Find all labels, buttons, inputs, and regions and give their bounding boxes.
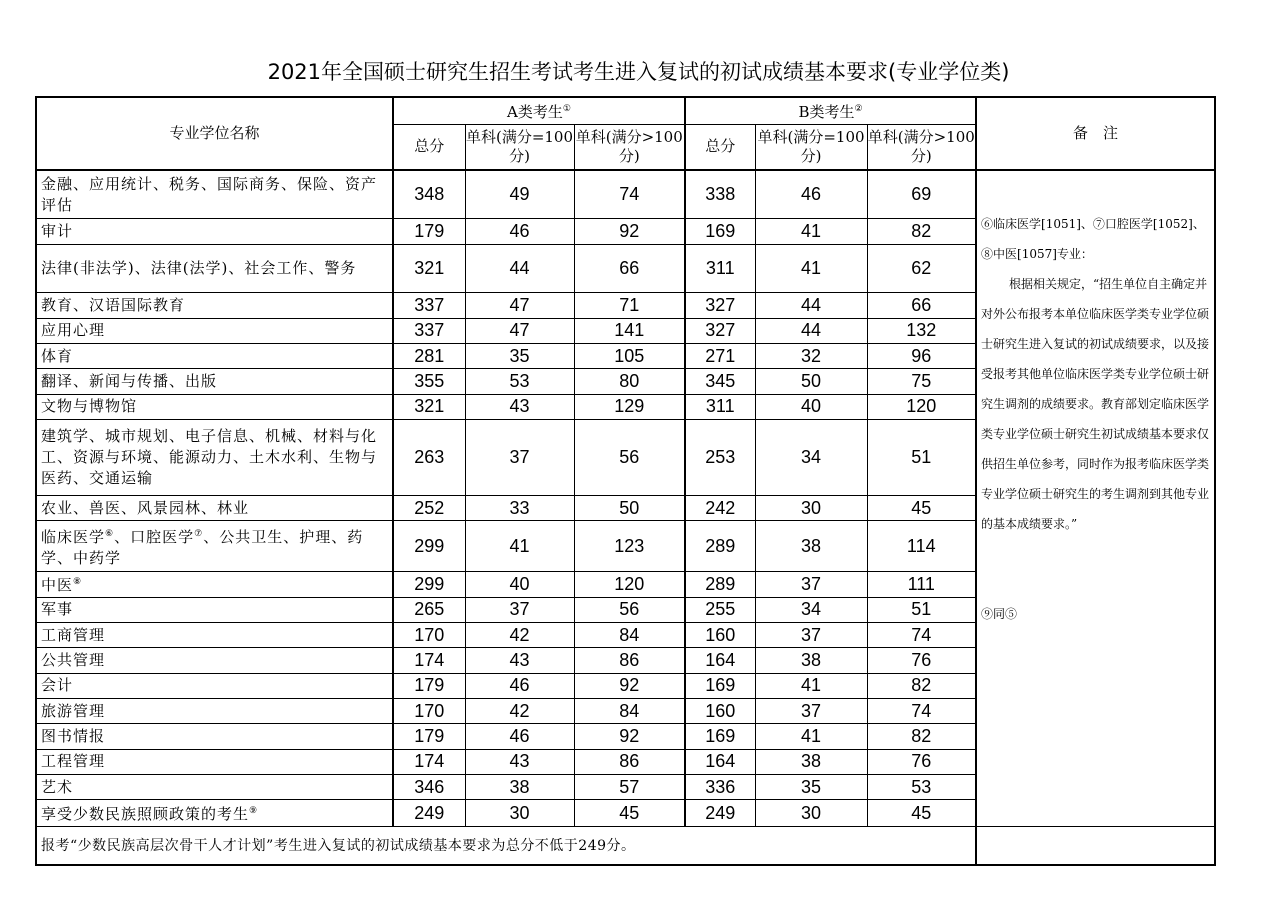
cell: 120 (867, 394, 976, 419)
header-a-single100: 单科(满分=100分) (465, 124, 574, 170)
cell: 141 (574, 318, 685, 343)
table-footer-row (36, 826, 1215, 865)
footer-note: 报考“少数民族高层次骨干人才计划”考生进入复试的初试成绩基本要求为总分不低于249分。 (36, 826, 976, 865)
cell: 56 (574, 597, 685, 622)
cell: 338 (685, 170, 755, 219)
cell: 51 (867, 597, 976, 622)
cell: 34 (755, 597, 867, 622)
row-name: 翻译、新闻与传播、出版 (36, 369, 393, 394)
cell: 174 (393, 648, 465, 673)
cell: 38 (755, 648, 867, 673)
cell: 105 (574, 343, 685, 368)
cell: 76 (867, 648, 976, 673)
cell: 82 (867, 724, 976, 749)
cell: 169 (685, 724, 755, 749)
cell: 41 (755, 673, 867, 698)
cell: 47 (465, 318, 574, 343)
header-a-group: A类考生① (393, 97, 685, 124)
cell: 271 (685, 343, 755, 368)
row-name: 会计 (36, 673, 393, 698)
cell: 92 (574, 724, 685, 749)
cell: 41 (755, 244, 867, 293)
cell: 346 (393, 775, 465, 800)
cell: 50 (755, 369, 867, 394)
footer-notes-cell (976, 826, 1215, 865)
cell: 253 (685, 420, 755, 496)
cell: 57 (574, 775, 685, 800)
cell: 337 (393, 293, 465, 318)
table-row (36, 170, 1215, 219)
cell: 43 (465, 648, 574, 673)
cell: 41 (465, 521, 574, 572)
row-name: 审计 (36, 219, 393, 244)
cell: 38 (465, 775, 574, 800)
cell: 62 (867, 244, 976, 293)
cell: 45 (867, 800, 976, 826)
cell: 37 (465, 420, 574, 496)
cell: 249 (685, 800, 755, 826)
cell: 289 (685, 572, 755, 597)
cell: 42 (465, 699, 574, 724)
cell: 327 (685, 293, 755, 318)
cell: 164 (685, 749, 755, 774)
cell: 32 (755, 343, 867, 368)
cell: 69 (867, 170, 976, 219)
cell: 86 (574, 648, 685, 673)
cell: 76 (867, 749, 976, 774)
cell: 46 (465, 724, 574, 749)
cell: 44 (465, 244, 574, 293)
cell: 169 (685, 673, 755, 698)
cell: 37 (755, 572, 867, 597)
page-title: 2021年全国硕士研究生招生考试考生进入复试的初试成绩基本要求(专业学位类) (267, 60, 1010, 84)
cell: 47 (465, 293, 574, 318)
cell: 82 (867, 673, 976, 698)
cell: 160 (685, 622, 755, 647)
cell: 281 (393, 343, 465, 368)
header-notes: 备 注 (976, 97, 1215, 170)
cell: 74 (867, 622, 976, 647)
cell: 46 (465, 673, 574, 698)
cell: 170 (393, 622, 465, 647)
cell: 92 (574, 219, 685, 244)
cell: 49 (465, 170, 574, 219)
cell: 327 (685, 318, 755, 343)
row-name: 体育 (36, 343, 393, 368)
cell: 255 (685, 597, 755, 622)
cell: 252 (393, 496, 465, 521)
cell: 46 (755, 170, 867, 219)
cell: 35 (465, 343, 574, 368)
cell: 84 (574, 699, 685, 724)
cell: 53 (867, 775, 976, 800)
note-line-3: ⑨同⑤ (981, 607, 1018, 621)
cell: 179 (393, 673, 465, 698)
cell: 123 (574, 521, 685, 572)
cell: 120 (574, 572, 685, 597)
header-a-single-gt100: 单科(满分>100分) (574, 124, 685, 170)
cell: 355 (393, 369, 465, 394)
cell: 114 (867, 521, 976, 572)
cell: 170 (393, 699, 465, 724)
row-name: 公共管理 (36, 648, 393, 673)
score-table (35, 96, 1216, 866)
cell: 311 (685, 244, 755, 293)
cell: 174 (393, 749, 465, 774)
cell: 321 (393, 394, 465, 419)
cell: 132 (867, 318, 976, 343)
header-b-group: B类考生② (685, 97, 976, 124)
cell: 86 (574, 749, 685, 774)
cell: 42 (465, 622, 574, 647)
cell: 43 (465, 394, 574, 419)
cell: 299 (393, 572, 465, 597)
cell: 44 (755, 318, 867, 343)
cell: 30 (755, 800, 867, 826)
cell: 96 (867, 343, 976, 368)
cell: 66 (574, 244, 685, 293)
cell: 30 (755, 496, 867, 521)
row-name: 建筑学、城市规划、电子信息、机械、材料与化工、资源与环境、能源动力、土木水利、生物与医药、交通运输 (36, 420, 393, 496)
cell: 56 (574, 420, 685, 496)
note-line-1: ⑥临床医学[1051]、⑦口腔医学[1052]、⑧中医[1057]专业： (981, 217, 1205, 261)
cell: 34 (755, 420, 867, 496)
cell: 66 (867, 293, 976, 318)
cell: 92 (574, 673, 685, 698)
cell: 45 (867, 496, 976, 521)
cell: 337 (393, 318, 465, 343)
cell: 299 (393, 521, 465, 572)
cell: 129 (574, 394, 685, 419)
cell: 30 (465, 800, 574, 826)
header-b-total: 总分 (685, 124, 755, 170)
cell: 40 (755, 394, 867, 419)
cell: 82 (867, 219, 976, 244)
cell: 249 (393, 800, 465, 826)
row-name: 法律(非法学)、法律(法学)、社会工作、警务 (36, 244, 393, 293)
header-a-total: 总分 (393, 124, 465, 170)
row-name: 享受少数民族照顾政策的考生⑨ (36, 800, 393, 826)
cell: 41 (755, 724, 867, 749)
cell: 263 (393, 420, 465, 496)
notes-cell (976, 170, 1215, 826)
row-name: 工商管理 (36, 622, 393, 647)
cell: 50 (574, 496, 685, 521)
cell: 41 (755, 219, 867, 244)
cell: 38 (755, 521, 867, 572)
cell: 242 (685, 496, 755, 521)
cell: 179 (393, 724, 465, 749)
row-name: 艺术 (36, 775, 393, 800)
cell: 37 (755, 699, 867, 724)
row-name: 工程管理 (36, 749, 393, 774)
cell: 51 (867, 420, 976, 496)
cell: 38 (755, 749, 867, 774)
row-name: 图书情报 (36, 724, 393, 749)
cell: 321 (393, 244, 465, 293)
cell: 74 (867, 699, 976, 724)
note-line-2: 根据相关规定，“招生单位自主确定并对外公布报考本单位临床医学类专业学位硕士研究生进入复试的初试成绩要求，以及接受报考其他单位临床医学类专业学位硕士研究生调剂的成绩要求。教育部划定临床医学类专业学位硕士研究生初试成绩基本要求仅供招生单位参考，同时作为报考临床医学类专业学位硕士研究生的考生调剂到其他专业的基本成绩要求。” (981, 277, 1210, 531)
cell: 80 (574, 369, 685, 394)
cell: 40 (465, 572, 574, 597)
cell: 43 (465, 749, 574, 774)
cell: 164 (685, 648, 755, 673)
row-name: 旅游管理 (36, 699, 393, 724)
cell: 71 (574, 293, 685, 318)
header-b-single-gt100: 单科(满分>100分) (867, 124, 976, 170)
cell: 84 (574, 622, 685, 647)
row-name: 军事 (36, 597, 393, 622)
cell: 53 (465, 369, 574, 394)
cell: 311 (685, 394, 755, 419)
cell: 33 (465, 496, 574, 521)
cell: 45 (574, 800, 685, 826)
header-b-single100: 单科(满分=100分) (755, 124, 867, 170)
cell: 265 (393, 597, 465, 622)
cell: 169 (685, 219, 755, 244)
row-name: 教育、汉语国际教育 (36, 293, 393, 318)
cell: 44 (755, 293, 867, 318)
cell: 111 (867, 572, 976, 597)
cell: 179 (393, 219, 465, 244)
cell: 46 (465, 219, 574, 244)
row-name: 文物与博物馆 (36, 394, 393, 419)
cell: 74 (574, 170, 685, 219)
cell: 35 (755, 775, 867, 800)
row-name: 应用心理 (36, 318, 393, 343)
cell: 336 (685, 775, 755, 800)
cell: 348 (393, 170, 465, 219)
cell: 289 (685, 521, 755, 572)
cell: 37 (755, 622, 867, 647)
cell: 37 (465, 597, 574, 622)
row-name: 金融、应用统计、税务、国际商务、保险、资产评估 (36, 170, 393, 219)
row-name: 临床医学⑥、口腔医学⑦、公共卫生、护理、药学、中药学 (36, 521, 393, 572)
cell: 160 (685, 699, 755, 724)
row-name: 农业、兽医、风景园林、林业 (36, 496, 393, 521)
cell: 75 (867, 369, 976, 394)
header-name-col: 专业学位名称 (36, 97, 393, 170)
cell: 345 (685, 369, 755, 394)
row-name: 中医⑧ (36, 572, 393, 597)
